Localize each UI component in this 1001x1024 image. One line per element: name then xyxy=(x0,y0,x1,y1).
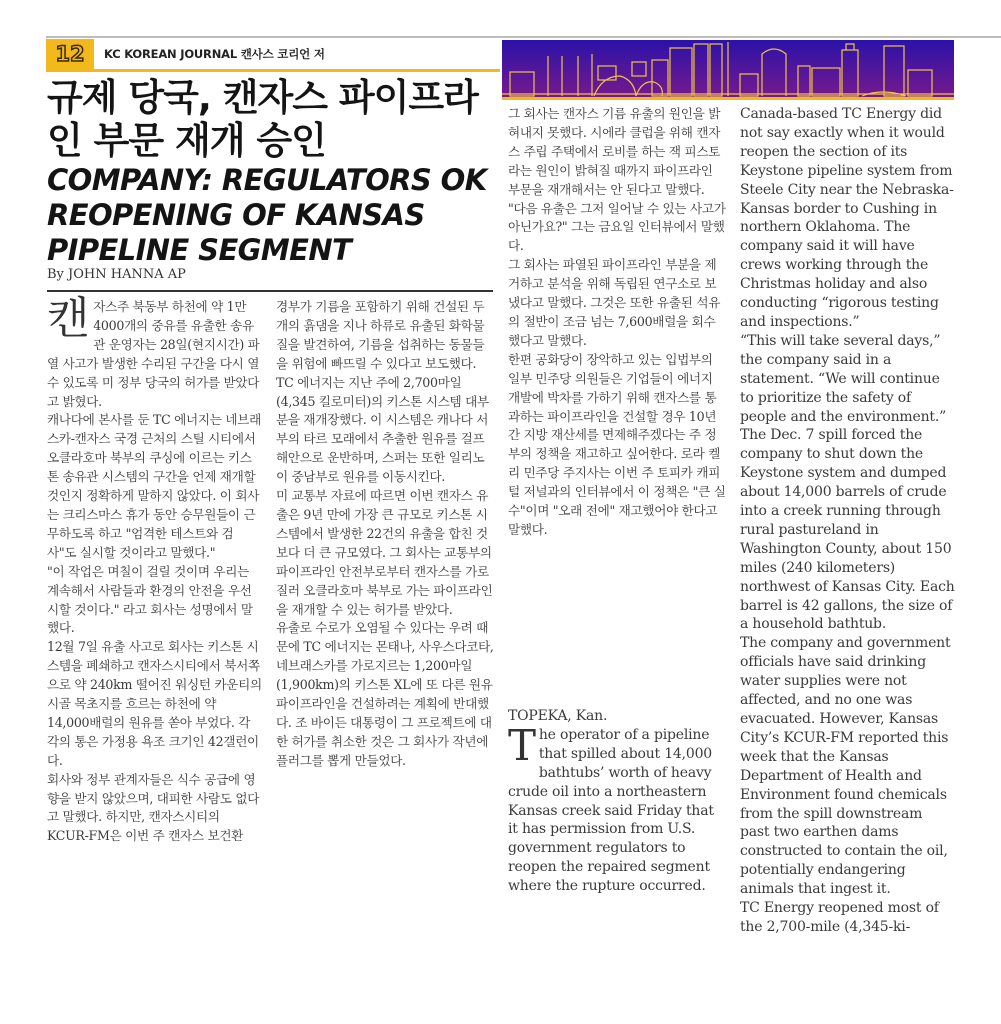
english-paragraph: The Dec. 7 spill forced the company to shut down the Keystone system and dumped about 14,000 barrels of crude into a creek running through rural pastureland in Washington County, about 150 miles (240 kilometers) northwest of Kansas City. Each barrel is 42 gallons, the size of a household bathtub. xyxy=(740,427,955,633)
drop-cap: 캔 xyxy=(47,293,90,344)
korean-paragraph: 회사와 정부 관계자들은 식수 공급에 영향을 받지 않았으며, 대피한 사람도 없다고 말했다. 하지만, 캔자스시티의 KCUR-FM은 이번 주 캔자스 보건환 xyxy=(47,771,260,844)
english-column-1 xyxy=(508,707,726,896)
korean-paragraph: TC 에너지는 지난 주에 2,700마일 (4,345 킬로미터)의 키스톤 시스템 대부분을 재개장했다. 이 시스템은 캐나다 서부의 타르 모래에서 추출한 원유를 걸프 해안으로 운반하며, 스퍼는 또한 일리노이 중남부로 원유를 이동시킨다. xyxy=(276,374,489,485)
english-paragraph: The company and government officials have said drinking water supplies were not affected, and no one was evacuated. However, Kansas City’s KCUR-FM reported this week that the Kansas Department of Health and Environment found chemicals from the spill downstream past two earthen dams constructed to contain the oil, potentially endangering animals that ingest it. xyxy=(740,635,951,898)
headline-english: COMPANY: REGULATORS OK REOPENING OF KANSAS PIPELINE SEGMENT xyxy=(47,163,487,267)
publication-name: KC KOREAN JOURNAL 캔사스 코리언 저 xyxy=(104,47,325,61)
korean-paragraph: 그 회사는 파열된 파이프라인 부분을 제거하고 분석을 위해 독립된 연구소로 보냈다고 말했다. 그것은 또한 유출된 석유의 절반이 조금 넘는 7,600배럴을 회수했다고 말했다. xyxy=(508,257,721,348)
drop-cap: T xyxy=(508,720,536,770)
korean-paragraph: "다음 유출은 그저 일어날 수 있는 사고가 아닌가요?" 그는 금요일 인터뷰에서 말했다. xyxy=(508,200,726,254)
korean-paragraph: 캐나다에 본사를 둔 TC 에너지는 네브래스카-캔자스 국경 근처의 스틸 시티에서 오클라호마 북부의 쿠싱에 이르는 키스톤 송유관 시스템의 구간을 언제 재개할 것인지 정확하게 말하지 않았다. 이 회사는 크리스마스 휴가 동안 승무원들이 근무하도록 하고 "엄격한 테스트와 검사"도 실시할 것이라고 말했다." xyxy=(47,412,261,560)
korean-paragraph: 캔자스주 북동부 하천에 약 1만4000개의 중유를 유출한 송유관 운영자는 28일(현지시간) 파열 사고가 발생한 수리된 구간을 다시 열 수 있도록 미 정부 당국의 허가를 받았다고 밝혔다. xyxy=(47,293,260,409)
header-accent-rule xyxy=(46,69,500,72)
english-paragraph: TC Energy reopened most of the 2,700-mile (4,345-ki- xyxy=(740,900,939,935)
korean-paragraph: 경부가 기름을 포함하기 위해 건설된 두 개의 흙댐을 지나 하류로 유출된 화학물질을 발견하여, 기름을 섭취하는 동물들을 위험에 빠뜨릴 수 있다고 보도했다. xyxy=(276,299,485,371)
korean-paragraph: 12월 7일 유출 사고로 회사는 키스톤 시스템을 폐쇄하고 캔자스시티에서 북서쪽으로 약 240km 떨어진 워싱턴 카운티의 시골 목초지를 흐르는 하천에 약 14,000배럴의 원유를 쏟아 부었다. 각각의 통은 가정용 욕조 크기인 42갤런이다. xyxy=(47,639,262,768)
korean-paragraph: "이 작업은 며칠이 걸릴 것이며 우리는 계속해서 사람들과 환경의 안전을 우선시할 것이다." 라고 회사는 성명에서 말했다. xyxy=(47,563,253,636)
korean-column-3 xyxy=(508,105,726,540)
korean-paragraph: 한편 공화당이 장악하고 있는 입법부의 일부 민주당 의원들은 기업들이 에너지 개발에 박차를 가하기 위해 캔자스를 통과하는 파이프라인을 건설할 경우 10년간 지방 재산세를 면제해주겠다는 주 정부의 정책을 재고하고 싶어한다. 로라 켈리 민주당 주지사는 이번 주 토피카 캐피털 저널과의 인터뷰에서 이 정책은 "큰 실수"이며 "오래 전에" 재고했어야 한다고 말했다. xyxy=(508,351,726,537)
english-paragraph: The operator of a pipeline that spilled about 14,000 bathtubs’ worth of heavy crude oil into a northeastern Kansas creek said Friday that it has permission from U.S. government regulators to reopen the repaired segment where the rupture occurred. xyxy=(508,720,714,895)
english-column-2 xyxy=(740,105,955,937)
english-paragraph: “This will take several days,” the company said in a statement. “We will continue to prioritize the safety of people and the environment.” xyxy=(740,332,947,425)
dateline: TOPEKA, Kan. xyxy=(508,708,608,724)
kansas-city-skyline-icon xyxy=(502,40,954,100)
page-number: 12 xyxy=(55,42,85,66)
top-rule xyxy=(46,36,1001,38)
korean-column-1 xyxy=(47,293,262,846)
korean-paragraph: 미 교통부 자료에 따르면 이번 캔자스 유출은 9년 만에 가장 큰 규모로 키스톤 시스템에서 발생한 22건의 유출을 합친 것보다 더 큰 규모였다. 그 회사는 교통부의 파이프라인 안전부로부터 캔자스를 가로질러 오클라호마 북부로 가는 파이프라인을 재개할 수 있는 허가를 받았다. xyxy=(276,488,493,617)
korean-column-2 xyxy=(276,298,494,771)
korean-paragraph: 유출로 수로가 오염될 수 있다는 우려 때문에 TC 에너지는 몬태나, 사우스다코타, 네브래스카를 가로지르는 1,200마일 (1,900km)의 키스톤 XL에 또 다른 원유 파이프라인을 건설하려는 계획에 반대했다. 조 바이든 대통령이 그 프로젝트에 대한 허가를 취소한 것은 그 회사가 작년에 플러그를 뽑게 만들었다. xyxy=(276,620,494,768)
headline-korean: 규제 당국, 캔자스 파이프라인 부문 재개 승인 xyxy=(47,76,478,162)
korean-paragraph: 그 회사는 캔자스 기름 유출의 원인을 밝혀내지 못했다. 시에라 클럽을 위해 캔자스 주립 주택에서 로비를 하는 잭 피스토라는 원인이 밝혀질 때까지 파이프라인 부문을 재개해서는 안 된다고 말했다. xyxy=(508,106,721,197)
english-paragraph: Canada-based TC Energy did not say exactly when it would reopen the section of its Keystone pipeline system from Steele City near the Nebraska-Kansas border to Cushing in northern Oklahoma. The company said it will have crews working through the Christmas holiday and also conducting “rigorous testing and inspections.” xyxy=(740,106,954,330)
byline: By JOHN HANNA AP xyxy=(47,267,186,282)
headline-rule xyxy=(47,290,493,292)
